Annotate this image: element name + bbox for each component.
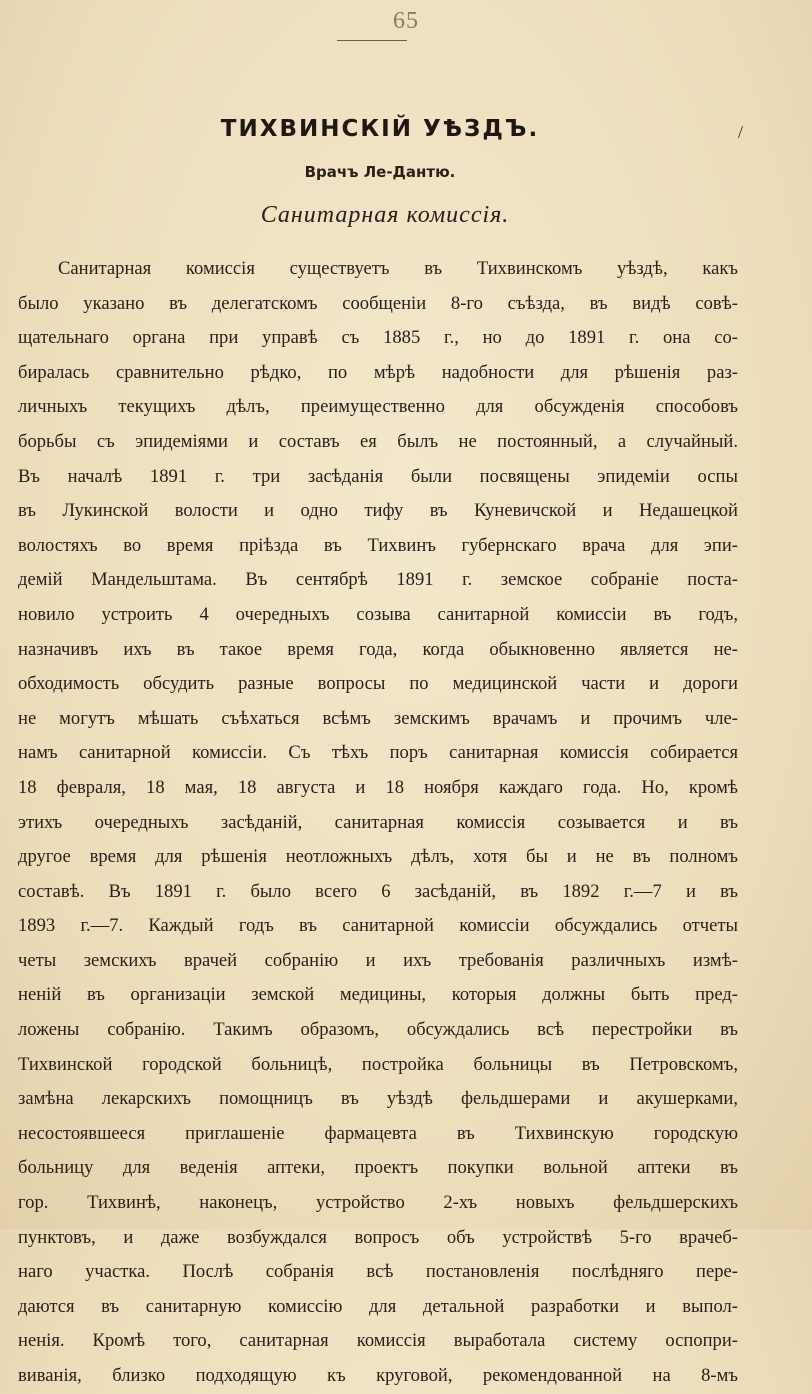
text-line: обходимость обсудить разные вопросы по медицинской части и дороги [18,673,738,695]
text-line: Санитарная комиссія существуетъ въ Тихвинскомъ уѣздѣ, какъ [58,258,738,279]
header-rule [337,40,407,41]
text-line: ложены собранію. Такимъ образомъ, обсуждались всѣ перестройки въ [18,1019,738,1041]
text-line: больницу для веденія аптеки, проектъ покупки вольной аптеки въ [18,1157,738,1179]
text-line: замѣна лекарскихъ помощницъ въ уѣздѣ фельдшерами и акушерками, [18,1088,738,1110]
text-line: гор. Тихвинѣ, наконецъ, устройство 2-хъ новыхъ фельдшерскихъ [18,1192,738,1214]
text-line: 18 февраля, 18 мая, 18 августа и 18 ноября каждаго года. Но, кромѣ [18,776,738,798]
text-line: щательнаго органа при управѣ съ 1885 г., но до 1891 г. она со- [18,327,738,349]
text-line: составѣ. Въ 1891 г. было всего 6 засѣданій, въ 1892 г.—7 и въ [18,880,738,902]
author-line: Врачъ Ле-Дантю. [304,163,456,181]
text-line: демій Мандельштама. Въ сентябрѣ 1891 г. земское собраніе поста- [18,569,738,591]
text-line: не могутъ мѣшать съѣхаться всѣмъ земскимъ врачамъ и прочимъ чле- [18,707,738,729]
text-line: наго участка. Послѣ собранія всѣ постановленія послѣдняго пере- [18,1261,738,1283]
text-line: было указано въ делегатскомъ сообщеніи 8-го съѣзда, въ видѣ совѣ- [18,292,738,314]
text-line: пунктовъ, и даже возбуждался вопросъ объ устройствѣ 5-го врачеб- [18,1226,738,1248]
text-line: борьбы съ эпидеміями и составъ ея былъ не постоянный, а случайный. [18,430,738,452]
text-line: намъ санитарной комиссіи. Съ тѣхъ поръ санитарная комиссія собирается [18,742,738,764]
body-paragraph [18,252,738,1394]
text-line: четы земскихъ врачей собранію и ихъ требованія различныхъ измѣ- [18,949,738,971]
text-line: 1893 г.—7. Каждый годъ въ санитарной комиссіи обсуждались отчеты [18,915,738,937]
text-line: другое время для рѣшенія неотложныхъ дѣлъ, хотя бы и не въ полномъ [18,846,738,868]
text-line: даются въ санитарную комиссію для детальной разработки и выпол- [18,1295,738,1317]
text-line: несостоявшееся приглашеніе фармацевта въ Тихвинскую городскую [18,1122,738,1144]
text-line: въ Лукинской волости и одно тифу въ Куневичской и Недашецкой [18,500,738,522]
text-line: новило устроить 4 очередныхъ созыва санитарной комиссіи въ годъ, [18,603,738,625]
text-line: неній въ организаціи земской медицины, которыя должны быть пред- [18,984,738,1006]
text-line: Въ началѣ 1891 г. три засѣданія были посвящены эпидеміи оспы [18,465,738,487]
text-line: личныхъ текущихъ дѣлъ, преимущественно для обсужденія способовъ [18,396,738,418]
text-line: этихъ очередныхъ засѣданій, санитарная комиссія созывается и въ [18,811,738,833]
section-title: Санитарная комиссія. [260,202,510,228]
text-line: виванія, близко подходящую къ круговой, рекомендованной на 8-мъ [18,1365,738,1386]
text-line: биралась сравнительно рѣдко, по мѣрѣ надобности для рѣшенія раз- [18,361,738,383]
text-line: волостяхъ во время пріѣзда въ Тихвинъ губернскаго врача для эпи- [18,534,738,556]
page-number: 65 [393,8,419,34]
text-line: назначивъ ихъ въ такое время года, когда обыкновенно является не- [18,638,738,660]
margin-mark: / [738,122,744,142]
chapter-title: ТИХВИНСКІЙ УѢЗДЪ. [220,116,540,142]
text-line: ненія. Кромѣ того, санитарная комиссія выработала систему оспопри- [18,1330,738,1352]
text-line: Тихвинской городской больницѣ, постройка больницы въ Петровскомъ, [18,1053,738,1075]
